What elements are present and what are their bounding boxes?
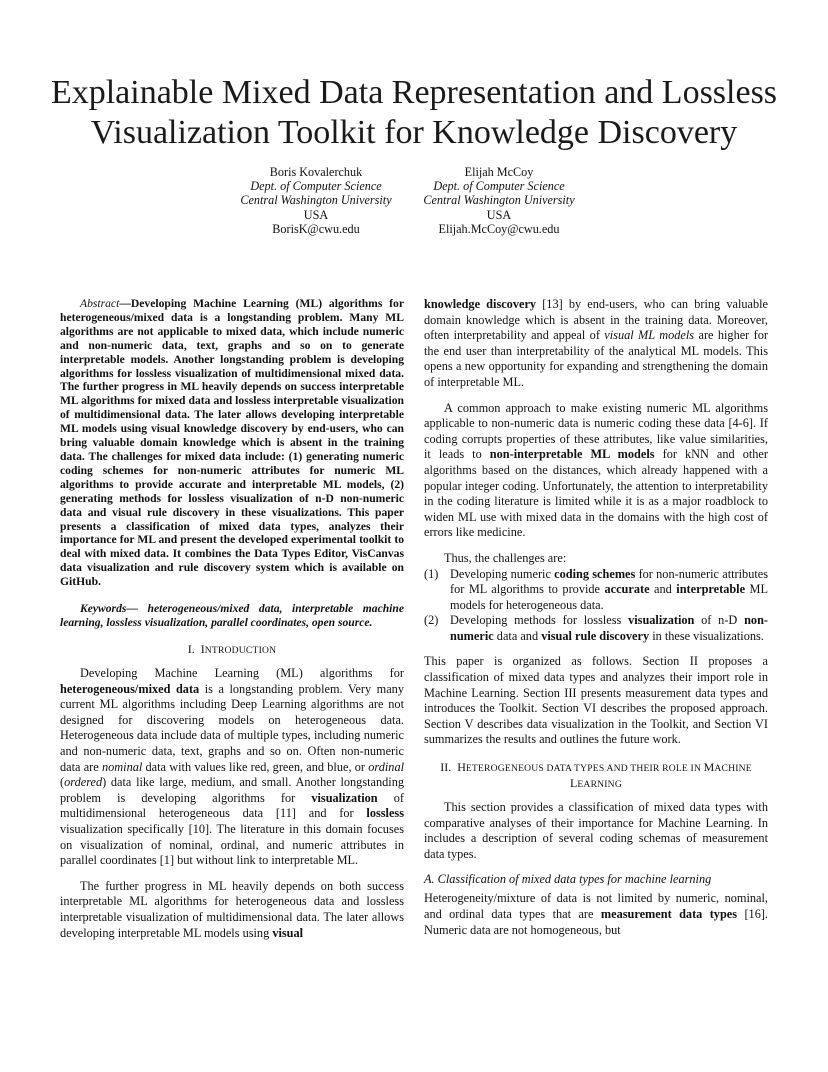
abstract: [60, 297, 404, 589]
author-country: USA: [486, 207, 512, 222]
author-email: BorisK@cwu.edu: [272, 221, 360, 236]
subsection-heading: A. Classification of mixed data types for machine learning: [424, 872, 712, 887]
abstract-text: —Developing Machine Learning (ML) algorithms for heterogeneous/mixed data is a longstanding problem. Many ML algorithms are not applicable to mixed data, which include numeric and non-numeric data, text, graphs and so on to generate interpretable models. Another longstanding problem is developing algorithms for lossless visualization of multidimensional mixed data. The further progress in ML heavily depends on success interpretable ML algorithms for mixed data and lossless interpretable visualization of multidimensional data. The later allows developing interpretable ML models using visual knowledge discovery by end-users, who can bring valuable domain knowledge which is absent in the training data. The challenges for mixed data include: (1) generating numeric coding schemes for non-numeric attributes for numeric ML algorithms to provide accurate and interpretable ML models, (2) generating methods for lossless visualization of n-D non-numeric data and visual rule discovery in these visualizations. This paper presents a classification of mixed data types, analyzes their importance for ML and present the developed experimental toolkit to deal with mixed data. It combines the Data Types Editor, VisCanvas data visualization and rule discovery system which is available on GitHub.: [60, 297, 404, 589]
keywords: [60, 602, 404, 630]
challenges-intro: Thus, the challenges are:: [444, 550, 567, 565]
right-column: [424, 297, 768, 938]
author-name: Boris Kovalerchuk: [269, 165, 363, 179]
abstract-label: Abstract: [80, 297, 120, 310]
author-university: Central Washington University: [423, 193, 575, 208]
author-block-2: [389, 165, 609, 236]
section-heading-introduction: I. INTRODUCTION: [187, 642, 277, 657]
author-country: USA: [303, 207, 329, 222]
intro-paragraph-2: The further progress in ML heavily depends on both success interpretable ML algorithms for heterogeneous data and lossless interpretable visualization of multidimensional data. The later allows developing interpretable ML models using visual: [60, 878, 404, 940]
keywords-text: heterogeneous/mixed data, interpretable machine learning, lossless visualization, parallel coordinates, open source.: [60, 602, 404, 630]
author-department: Dept. of Computer Science: [433, 179, 565, 194]
organization-paragraph: This paper is organized as follows. Section II proposes a classification of mixed data types and analyzes their import role in Machine Learning. Section III presents measurement data types and introduces the Toolkit. Section VI describes the proposed approach. Section V describes data visualization in the Toolkit, and Section VI summarizes the results and outlines the future work.: [424, 654, 768, 747]
subsection-paragraph: Heterogeneity/mixture of data is not limited by numeric, nominal, and ordinal data types that are measurement data types [16]. Numeric data are not homogeneous, but: [424, 891, 769, 937]
challenges-list: [424, 567, 768, 645]
left-column: [60, 297, 404, 941]
section-heading-data-types: II. HETEROGENEOUS DATA TYPES AND THEIR ROLE IN MACHINE LEARNING: [440, 760, 752, 791]
author-email: Elijah.McCoy@cwu.edu: [438, 221, 560, 236]
keywords-label: Keywords—: [80, 602, 138, 616]
intro-paragraph-3: A common approach to make existing numeric ML algorithms applicable to non-numeric data is numeric coding these data [4-6]. If coding corrupts properties of these attributes, like value similarities, it leads to non-interpretable ML models for kNN and other algorithms based on the distances, which already happened with a popular integer coding. Unfortunately, the attention to interpretability in the coding literature is limited while it is as a major roadblock to widen ML use with mixed data in the domains with the high cost of errors like medicine.: [424, 400, 768, 540]
intro-paragraph-2-continued: knowledge discovery [13] by end-users, who can bring valuable domain knowledge which is absent in the training data. Moreover, often interpretability and appeal of visual ML models are higher for the end user than interpretability of the analytical ML models. This opens a new opportunity for expanding and strengthening the domain of interpretable ML.: [424, 297, 768, 389]
author-university: Central Washington University: [240, 193, 392, 208]
author-department: Dept. of Computer Science: [250, 179, 382, 194]
list-item: (2) Developing methods for lossless visualization of n-D non-numeric data and visual rule discovery in these visualizations.: [424, 613, 769, 643]
paper-title: [30, 73, 798, 153]
section-2-intro: This section provides a classification of mixed data types with comparative analyses of their importance for Machine Learning. In includes a description of several coding schemas of measurement data types.: [424, 800, 768, 861]
intro-paragraph-1: Developing Machine Learning (ML) algorithms for heterogeneous/mixed data is a longstanding problem. Very many current ML algorithms including Deep Learning algorithms are not designed for discovering models on heterogeneous data. Heterogeneous data include data of multiple types, including numeric and non-numeric data, text, graphs and so on. Often non-numeric data are nominal data with values like red, green, and blue, or ordinal (ordered) data like large, medium, and small. Another longstanding problem is developing algorithms for visualization of multidimensional heterogeneous data [11] and for lossless visualization specifically [10]. The literature in this domain focuses on visualization of nominal, ordinal, and numeric attributes in parallel coordinates [1] but without link to interpretable ML.: [60, 666, 405, 868]
list-item: (1) Developing numeric coding schemes for non-numeric attributes for ML algorithms to provide accurate and interpretable ML models for heterogeneous data.: [424, 566, 769, 612]
title-line-1: Explainable Mixed Data Representation and Lossless: [50, 74, 778, 111]
title-line-2: Visualization Toolkit for Knowledge Discovery: [90, 114, 738, 151]
author-name: Elijah McCoy: [464, 165, 534, 179]
